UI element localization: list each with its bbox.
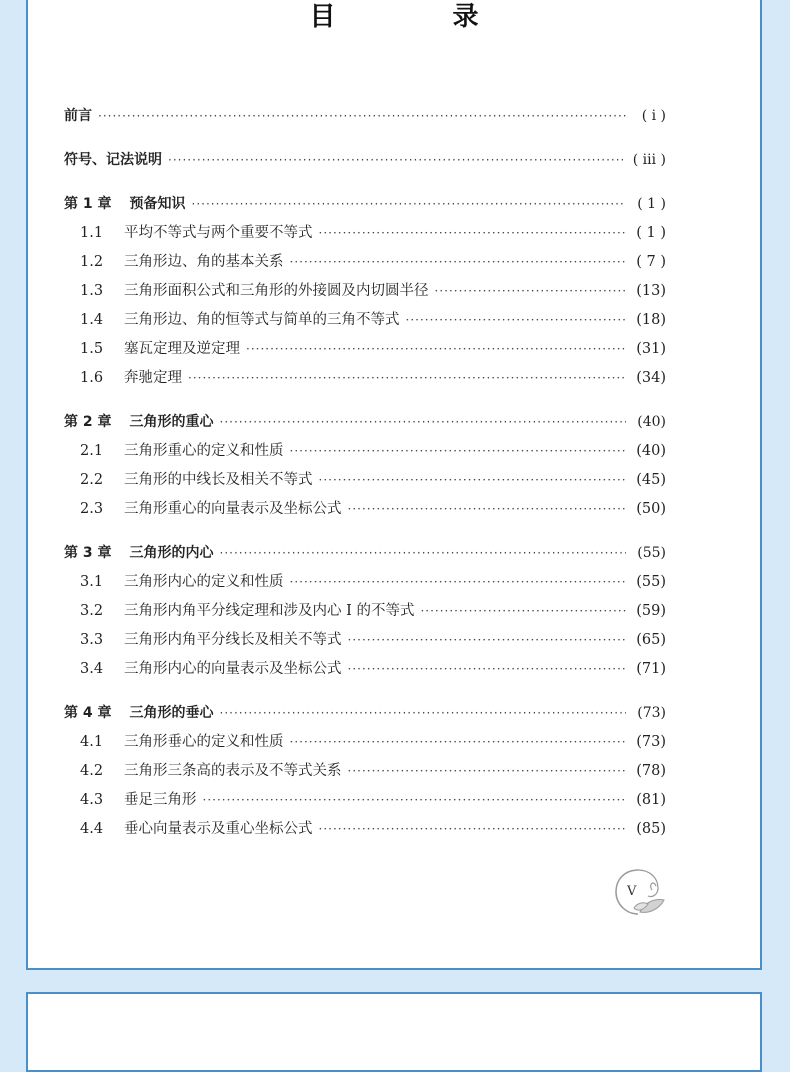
leader-dots <box>246 335 626 364</box>
section-title: 三角形边、角的恒等式与简单的三角不等式 <box>124 312 400 328</box>
chapter-number: 第 1 章 <box>64 196 112 212</box>
section-number: 2.2 <box>80 472 104 488</box>
toc-entry-section[interactable] <box>64 757 666 786</box>
chapter-title: 三角形的内心 <box>129 545 214 561</box>
toc-page-number: (73) <box>637 705 666 721</box>
chapter-number: 第 2 章 <box>64 414 112 430</box>
toc-entry-section[interactable] <box>64 277 666 306</box>
leader-dots <box>98 102 626 131</box>
leader-dots <box>220 539 627 568</box>
page-number-leaf-icon <box>608 862 668 922</box>
section-number: 2.1 <box>80 443 104 459</box>
chapter-number: 第 4 章 <box>64 705 112 721</box>
section-number: 1.2 <box>80 254 104 270</box>
table-of-contents <box>64 102 666 844</box>
toc-entry-section[interactable] <box>64 626 666 655</box>
section-title: 三角形内角平分线定理和涉及内心 I 的不等式 <box>124 603 415 619</box>
chapter-title: 三角形的重心 <box>129 414 214 430</box>
toc-entry-section[interactable] <box>64 568 666 597</box>
leader-dots <box>319 219 627 248</box>
section-title: 三角形重心的定义和性质 <box>124 443 284 459</box>
chapter-title: 三角形的垂心 <box>129 705 214 721</box>
toc-entry-symbols[interactable] <box>64 146 666 175</box>
toc-page-number: (65) <box>636 632 666 648</box>
toc-entry-section[interactable] <box>64 437 666 466</box>
toc-entry-section[interactable] <box>64 786 666 815</box>
toc-page-number: (34) <box>636 370 666 386</box>
toc-entry-section[interactable] <box>64 655 666 684</box>
toc-page <box>26 0 762 970</box>
section-title: 三角形面积公式和三角形的外接圆及内切圆半径 <box>124 283 429 299</box>
section-number: 3.4 <box>80 661 104 677</box>
toc-page-number: ( 1 ) <box>636 225 666 241</box>
section-number: 3.3 <box>80 632 104 648</box>
section-title: 奔驰定理 <box>124 370 182 386</box>
section-number: 2.3 <box>80 501 104 517</box>
section-number: 1.1 <box>80 225 104 241</box>
section-title: 三角形内角平分线长及相关不等式 <box>124 632 342 648</box>
leader-dots <box>168 146 626 175</box>
toc-page-number: (55) <box>636 574 666 590</box>
toc-page-number: ( ⅲ ) <box>632 152 666 168</box>
leader-dots <box>203 786 627 815</box>
toc-entry-section[interactable] <box>64 466 666 495</box>
leader-dots <box>348 655 627 684</box>
toc-page-number: ( 1 ) <box>637 196 666 212</box>
section-title: 三角形的中线长及相关不等式 <box>124 472 313 488</box>
section-title: 三角形重心的向量表示及坐标公式 <box>124 501 342 517</box>
toc-entry-chapter[interactable] <box>64 408 666 437</box>
section-title: 垂足三角形 <box>124 792 197 808</box>
toc-page-number: (71) <box>636 661 666 677</box>
section-title: 塞瓦定理及逆定理 <box>124 341 240 357</box>
toc-page-number: (85) <box>636 821 666 837</box>
section-title: 三角形三条高的表示及不等式关系 <box>124 763 342 779</box>
toc-page-number: (13) <box>636 283 666 299</box>
toc-page-number: (31) <box>636 341 666 357</box>
section-title: 三角形边、角的基本关系 <box>124 254 284 270</box>
toc-entry-section[interactable] <box>64 248 666 277</box>
section-title: 平均不等式与两个重要不等式 <box>124 225 313 241</box>
section-number: 1.5 <box>80 341 104 357</box>
next-page <box>26 992 762 1072</box>
section-number: 4.1 <box>80 734 104 750</box>
toc-entry-section[interactable] <box>64 597 666 626</box>
section-title: 三角形内心的定义和性质 <box>124 574 284 590</box>
toc-page-number: (81) <box>636 792 666 808</box>
toc-entry-chapter[interactable] <box>64 190 666 219</box>
leader-dots <box>348 626 627 655</box>
toc-entry-chapter[interactable] <box>64 539 666 568</box>
section-title: 三角形内心的向量表示及坐标公式 <box>124 661 342 677</box>
section-number: 1.4 <box>80 312 104 328</box>
leader-dots <box>290 248 627 277</box>
section-number: 3.1 <box>80 574 104 590</box>
leader-dots <box>348 757 627 786</box>
leader-dots <box>290 728 627 757</box>
section-number: 1.3 <box>80 283 104 299</box>
section-number: 3.2 <box>80 603 104 619</box>
toc-entry-section[interactable] <box>64 728 666 757</box>
toc-entry-preface[interactable] <box>64 102 666 131</box>
toc-page-number: (18) <box>636 312 666 328</box>
toc-page-number: (40) <box>636 443 666 459</box>
toc-entry-chapter[interactable] <box>64 699 666 728</box>
section-title: 三角形垂心的定义和性质 <box>124 734 284 750</box>
toc-label: 符号、记法说明 <box>64 152 162 168</box>
chapter-title: 预备知识 <box>129 196 186 212</box>
chapter-number: 第 3 章 <box>64 545 112 561</box>
leader-dots <box>188 364 626 393</box>
leader-dots <box>290 568 627 597</box>
toc-entry-section[interactable] <box>64 495 666 524</box>
toc-entry-section[interactable] <box>64 335 666 364</box>
leader-dots <box>420 597 626 626</box>
toc-page-number: ( 7 ) <box>636 254 666 270</box>
toc-label: 前言 <box>64 108 92 124</box>
leader-dots <box>290 437 627 466</box>
section-number: 4.2 <box>80 763 104 779</box>
leader-dots <box>435 277 627 306</box>
page-title: 目 录 <box>309 2 533 32</box>
chapter-list <box>64 190 666 844</box>
toc-page-number: (40) <box>637 414 666 430</box>
section-number: 4.4 <box>80 821 104 837</box>
toc-page-number: (59) <box>636 603 666 619</box>
leader-dots <box>348 495 627 524</box>
leader-dots <box>220 699 627 728</box>
toc-entry-section[interactable] <box>64 306 666 335</box>
toc-page-number: (55) <box>637 545 666 561</box>
leader-dots <box>319 466 627 495</box>
leader-dots <box>220 408 627 437</box>
leader-dots <box>406 306 627 335</box>
toc-page-number: (78) <box>636 763 666 779</box>
toc-entry-section[interactable] <box>64 219 666 248</box>
toc-entry-section[interactable] <box>64 815 666 844</box>
toc-page-number: ( ⅰ ) <box>641 108 666 124</box>
toc-page-number: (73) <box>636 734 666 750</box>
toc-page-number: (45) <box>636 472 666 488</box>
toc-entry-section[interactable] <box>64 364 666 393</box>
leader-dots <box>192 190 627 219</box>
section-number: 1.6 <box>80 370 104 386</box>
section-number: 4.3 <box>80 792 104 808</box>
toc-page-number: (50) <box>636 501 666 517</box>
section-title: 垂心向量表示及重心坐标公式 <box>124 821 313 837</box>
page-marker: V <box>627 884 637 899</box>
leader-dots <box>319 815 627 844</box>
